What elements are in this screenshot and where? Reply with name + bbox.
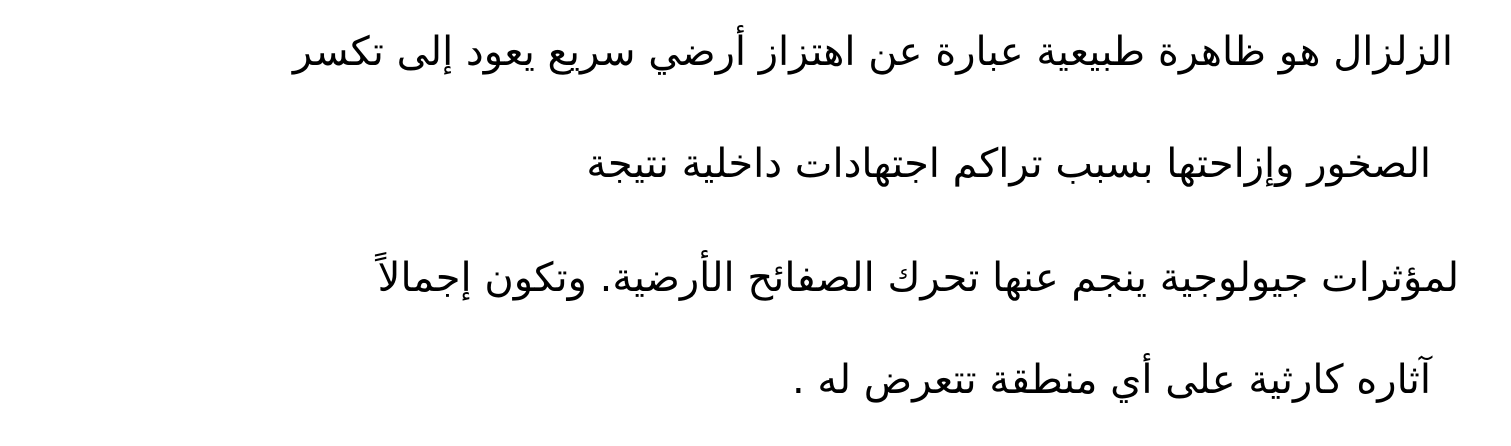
text-line-3: لمؤثرات جيولوجية ينجم عنها تحرك الصفائح الأرضية. وتكون إجمالاً xyxy=(377,255,1459,301)
text-line-4: آثاره كارثية على أي منطقة تتعرض له . xyxy=(791,357,1431,403)
text-line-1: الزلزال هو ظاهرة طبيعية عبارة عن اهتزاز أرضي سريع يعود إلى تكسر xyxy=(292,29,1453,75)
text-line-2: الصخور وإزاحتها بسبب تراكم اجتهادات داخلية نتيجة xyxy=(586,141,1431,187)
